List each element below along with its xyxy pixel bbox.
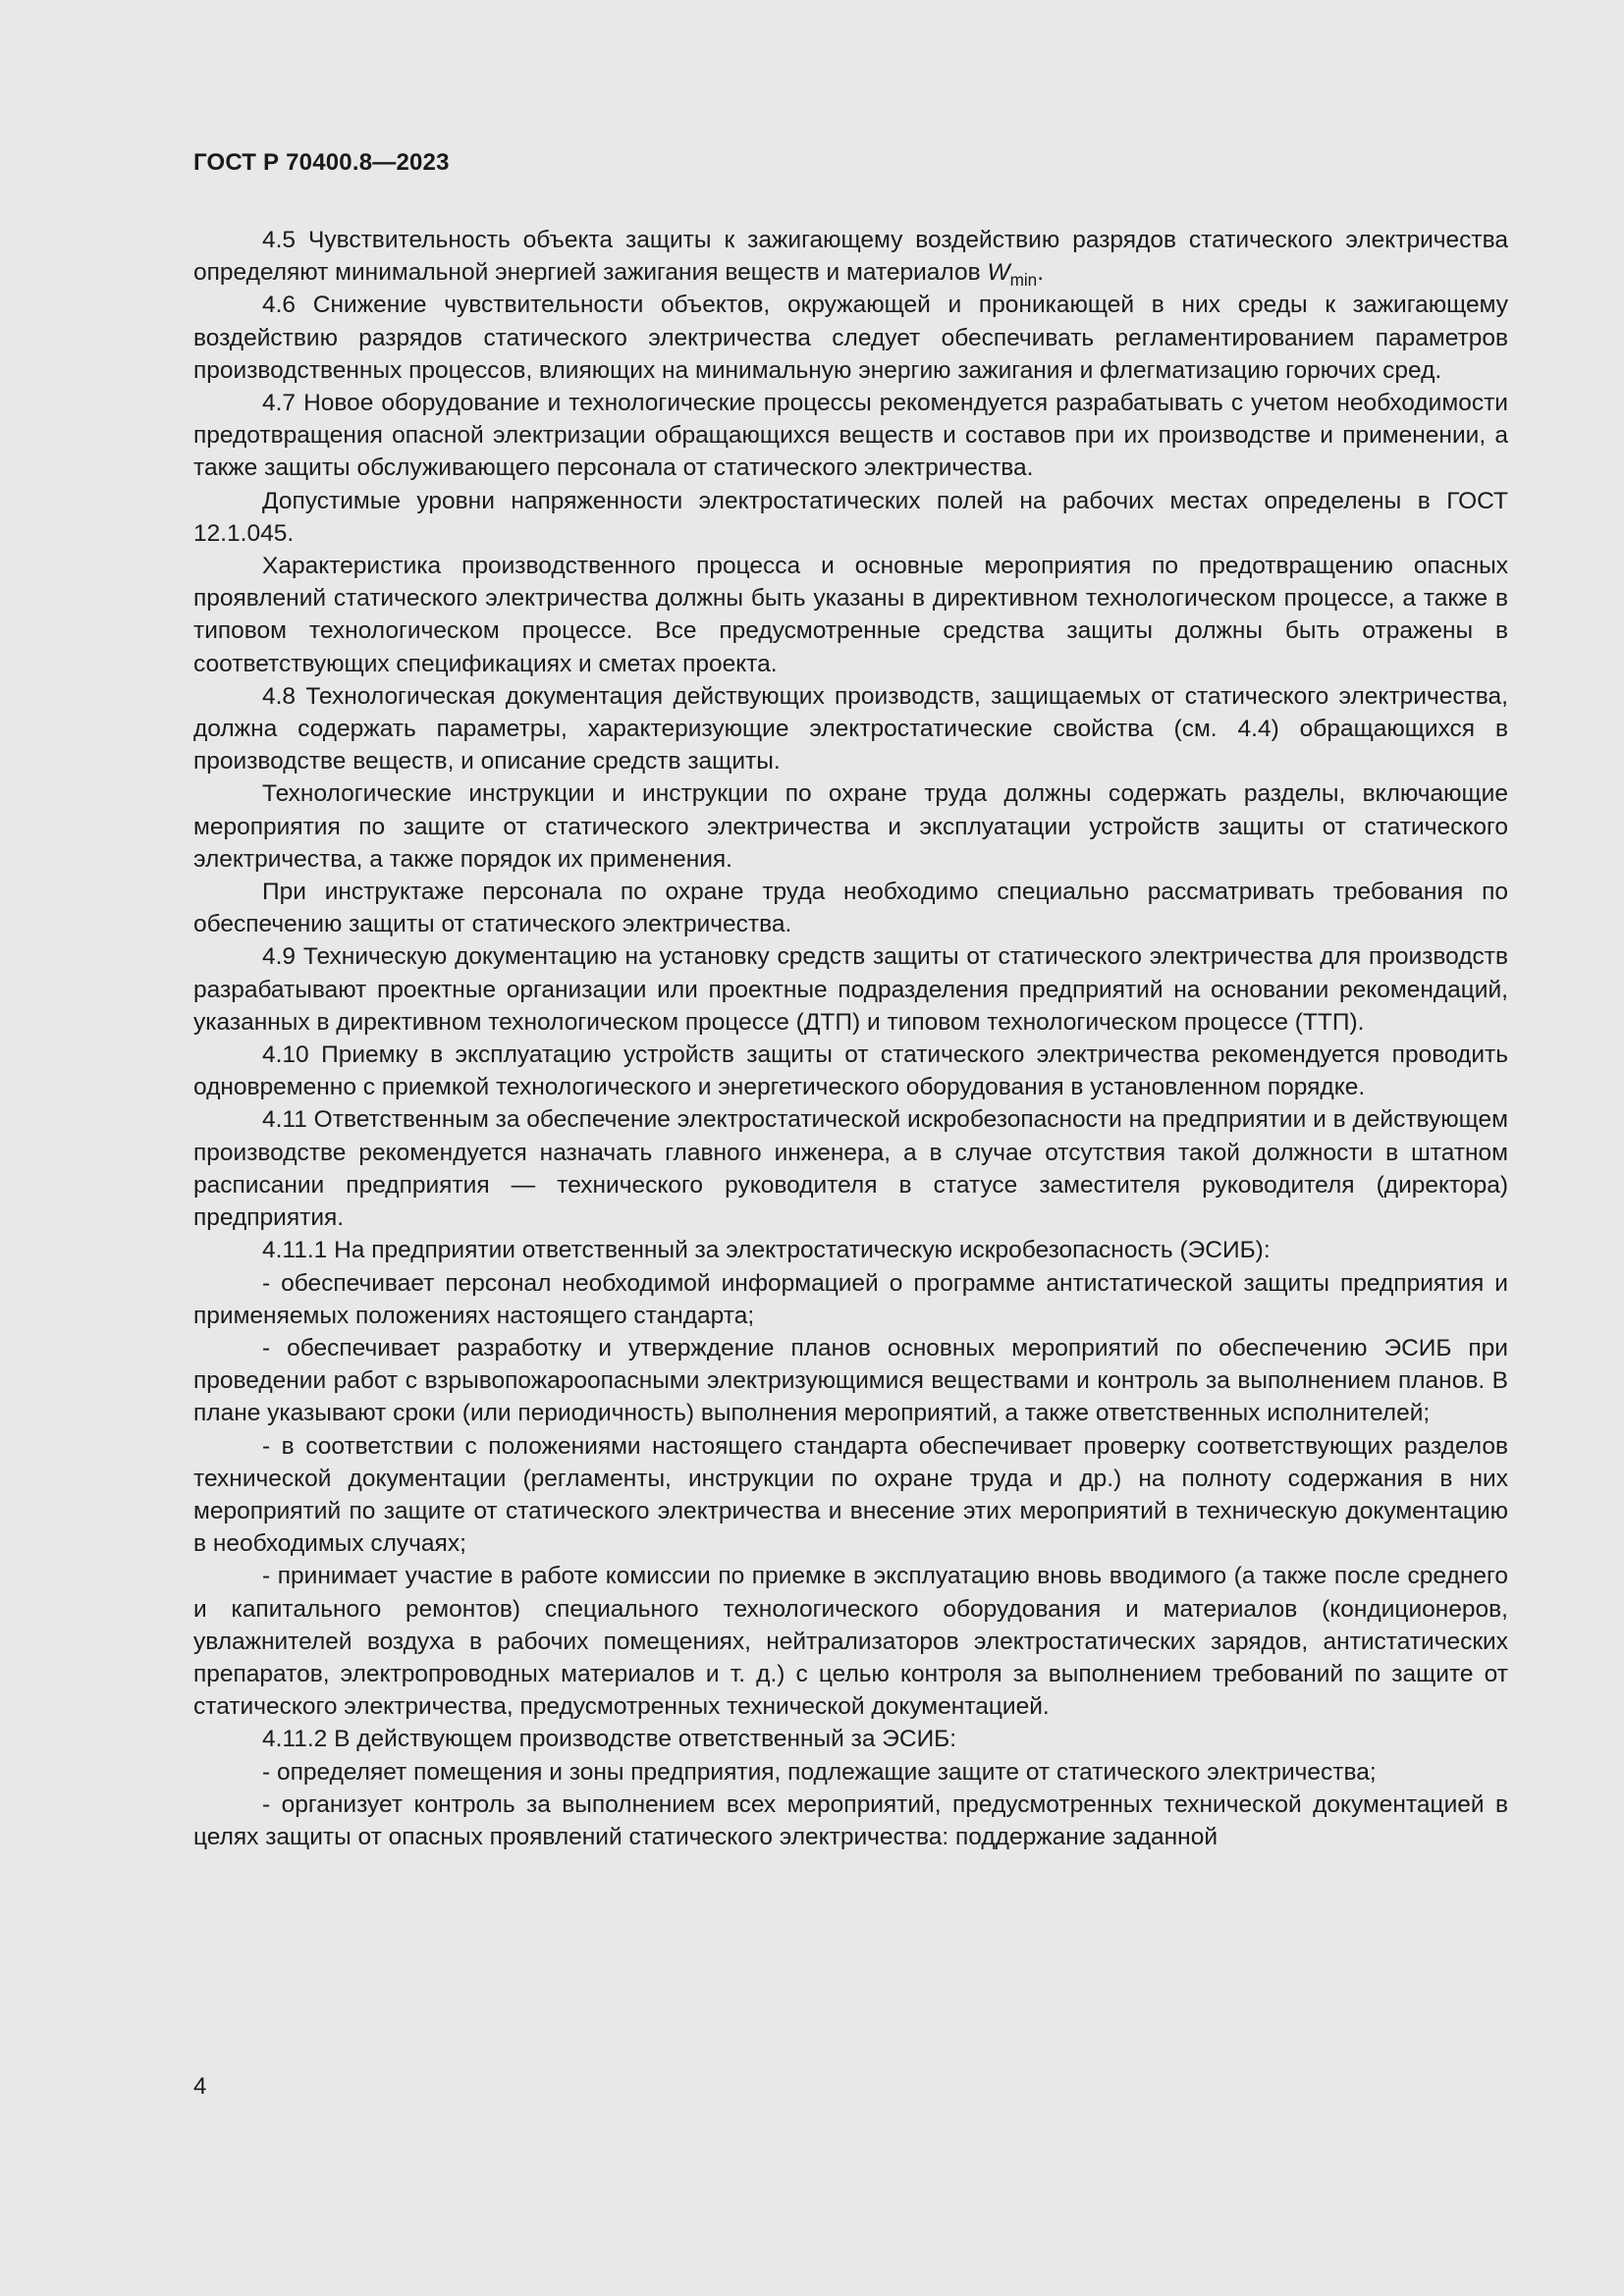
document-body xyxy=(193,224,1508,1853)
paragraph-tail: . xyxy=(1037,259,1045,287)
paragraph-4-11-1: 4.11.1 На предприятии ответственный за электростатическую искробезопасность (ЭСИБ): xyxy=(262,1237,1271,1264)
paragraph-4-9: 4.9 Техническую документацию на установку средств защиты от статического электричества для производств разрабатывают проектные организации или проектные подразделения предприятий на основании рекомендаций, указанных в директивном технологическом процессе (ДТП) и типовом технологическом процессе (ТТП). xyxy=(193,943,1508,1036)
paragraph-4-11: 4.11 Ответственным за обеспечение электростатической искробезопасности на предприятии и в действующем производстве рекомендуется назначать главного инженера, а в случае отсутствия такой должности в штатном расписании предприятия — технического руководителя в статусе заместителя руководителя (директора) предприятия. xyxy=(193,1106,1508,1232)
paragraph-4-7: 4.7 Новое оборудование и технологические процессы рекомендуется разрабатывать с учетом необходимости предотвращения опасной электризации обращающихся веществ и составов при их производстве и применении, а также защиты обслуживающего персонала от статического электричества. xyxy=(193,390,1508,482)
paragraph-4-6: 4.6 Снижение чувствительности объектов, окружающей и проникающей в них среды к зажигающему воздействию разрядов статического электричества следует обеспечивать регламентированием параметров производственных процессов, влияющих на минимальную энергию зажигания и флегматизацию горючих сред. xyxy=(193,292,1508,384)
page-number: 4 xyxy=(193,2073,207,2100)
paragraph-4-5 xyxy=(193,224,1508,289)
list-item: - в соответствии с положениями настоящего стандарта обеспечивает проверку соответствующих разделов технической документации (регламенты, инструкции по охране труда и др.) на полноту содержания в них мероприятий по защите от статического электричества и внесение этих мероприятий в техническую документацию в необходимых случаях; xyxy=(193,1432,1508,1558)
paragraph: Допустимые уровни напряженности электростатических полей на рабочих местах определены в ГОСТ 12.1.045. xyxy=(193,487,1508,547)
paragraph: При инструктаже персонала по охране труда необходимо специально рассматривать требования по обеспечению защиты от статического электричества. xyxy=(193,879,1508,938)
list-item: - определяет помещения и зоны предприятия, подлежащие защите от статического электричества; xyxy=(262,1758,1377,1786)
list-item: - принимает участие в работе комиссии по приемке в эксплуатацию вновь вводимого (а также после среднего и капитального ремонтов) специального технологического оборудования и материалов (кондиционеров, увлажнителей воздуха в рабочих помещениях, нейтрализаторов электростатических зарядов, антистатических препаратов, электропроводных материалов и т. д.) с целью контроля за выполнением требований по защите от статического электричества, предусмотренных технической документацией. xyxy=(193,1563,1508,1721)
variable-subscript: min xyxy=(1009,270,1038,291)
paragraph: Характеристика производственного процесса и основные мероприятия по предотвращению опасных проявлений статического электричества должны быть указаны в директивном технологическом процессе, а также в типовом технологическом процессе. Все предусмотренные средства защиты должны быть отражены в соответствующих спецификациях и сметах проекта. xyxy=(193,553,1508,677)
paragraph-4-8: 4.8 Технологическая документация действующих производств, защищаемых от статического электричества, должна содержать параметры, характеризующие электростатические свойства (см. 4.4) обращающихся в производстве веществ, и описание средств защиты. xyxy=(193,682,1508,775)
paragraph-4-11-2: 4.11.2 В действующем производстве ответственный за ЭСИБ: xyxy=(262,1726,957,1753)
variable-symbol: W xyxy=(987,259,1010,287)
paragraph-text: 4.5 Чувствительность объекта защиты к зажигающему воздействию разрядов статического электричества определяют минимальной энергией зажигания веществ и материалов xyxy=(193,227,1508,287)
standard-code-header: ГОСТ Р 70400.8—2023 xyxy=(193,149,450,176)
list-item: - организует контроль за выполнением всех мероприятий, предусмотренных технической документацией в целях защиты от опасных проявлений статического электричества: поддержание заданной xyxy=(193,1790,1508,1850)
paragraph-4-10: 4.10 Приемку в эксплуатацию устройств защиты от статического электричества рекомендуется проводить одновременно с приемкой технологического и энергетического оборудования в установленном порядке. xyxy=(193,1041,1508,1101)
list-item: - обеспечивает разработку и утверждение планов основных мероприятий по обеспечению ЭСИБ при проведении работ с взрывопожароопасными электризующимися веществами и контроль за выполнением планов. В плане указывают сроки (или периодичность) выполнения мероприятий, а также ответственных исполнителей; xyxy=(193,1334,1508,1427)
list-item: - обеспечивает персонал необходимой информацией о программе антистатической защиты предприятия и применяемых положениях настоящего стандарта; xyxy=(193,1269,1508,1329)
paragraph: Технологические инструкции и инструкции по охране труда должны содержать разделы, включающие мероприятия по защите от статического электричества и эксплуатации устройств защиты от статического электричества, а также порядок их применения. xyxy=(193,780,1508,873)
